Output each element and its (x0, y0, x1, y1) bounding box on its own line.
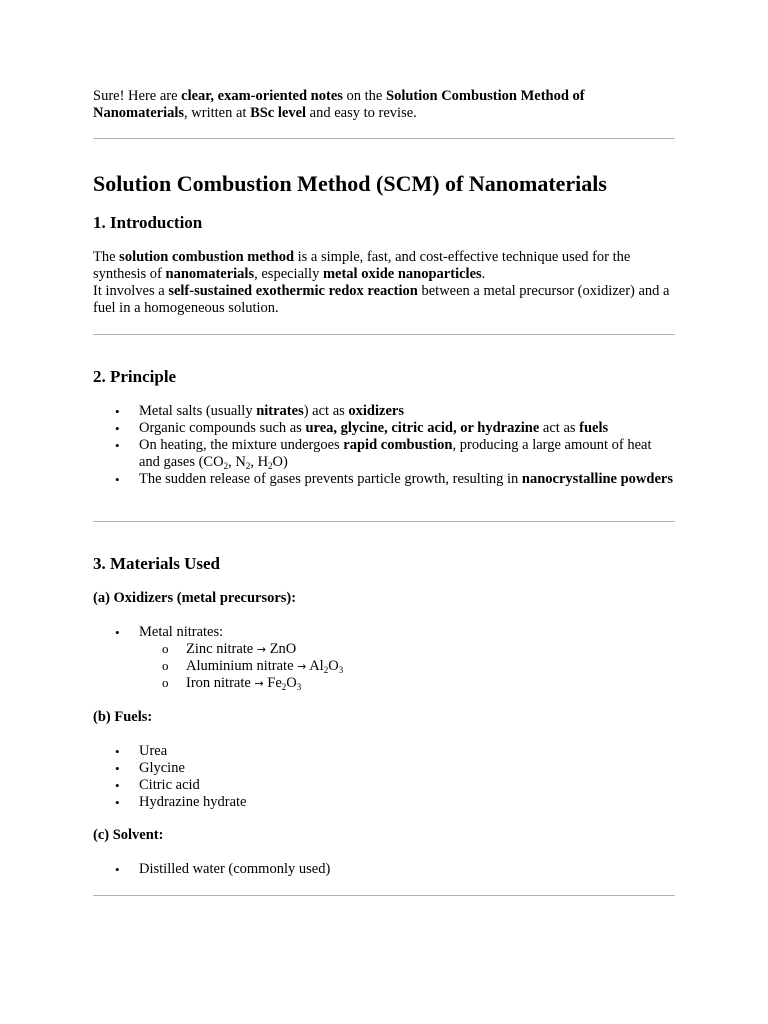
list-item (93, 420, 675, 437)
introduction-paragraph-1 (93, 249, 675, 283)
formula-part: Al (309, 658, 324, 674)
text-span: is a simple, fast, and cost-effective technique used for the synthesis of (93, 249, 631, 282)
introduction-paragraph-2 (93, 283, 675, 317)
list-item (93, 403, 675, 420)
text-span: Zinc nitrate (186, 641, 254, 657)
subscript: 2 (323, 665, 329, 675)
oxidizers-sublist (139, 641, 675, 692)
intro-text: and easy to revise. (306, 105, 417, 121)
page-title: Solution Combustion Method (SCM) of Nanomaterials (93, 171, 607, 196)
formula-part: ZnO (269, 641, 297, 657)
horizontal-rule (93, 521, 675, 522)
text-span: , especially (254, 266, 323, 282)
arrow-icon: → (254, 677, 264, 690)
bold-span: nanomaterials (165, 266, 255, 282)
text-span: O) (272, 454, 288, 470)
bold-span: oxidizers (348, 403, 404, 419)
list-item: • Urea (93, 743, 675, 760)
bold-span: metal oxide nanoparticles (322, 266, 482, 282)
solvent-list (93, 861, 675, 878)
text-span: Aluminium nitrate (186, 658, 294, 674)
intro-bold: Solution Combustion Method of Nanomaterials (93, 88, 585, 121)
fuels-list (93, 743, 675, 811)
horizontal-rule (93, 138, 675, 139)
text-span: act as (539, 420, 580, 436)
text-span: . (481, 266, 486, 282)
intro-bold: BSc level (250, 105, 307, 121)
text-span: Metal salts (usually (139, 403, 257, 419)
section-heading-introduction: 1. Introduction (93, 213, 203, 232)
horizontal-rule (93, 895, 675, 896)
intro-text: , written at (184, 105, 251, 121)
intro-paragraph (93, 88, 675, 122)
text-span: The sudden release of gases prevents particle growth, resulting in (139, 471, 522, 487)
subscript: 3 (296, 682, 302, 692)
text-span: The (93, 249, 120, 265)
sublist-item (139, 641, 675, 658)
bold-span: nitrates (256, 403, 304, 419)
subscript: 2 (268, 461, 273, 471)
bold-span: fuels (579, 420, 609, 436)
bold-span: urea, glycine, citric acid, or hydrazine (305, 420, 540, 436)
intro-bold: clear, exam-oriented notes (181, 88, 343, 104)
text-span: , producing a large amount of heat and gases (CO (139, 437, 652, 470)
bold-span: self-sustained exothermic redox reaction (168, 283, 418, 299)
section-heading-principle: 2. Principle (93, 367, 177, 386)
bold-span: solution combustion method (119, 249, 295, 265)
text-span: Organic compounds such as (139, 420, 306, 436)
text-span: On heating, the mixture undergoes (139, 437, 344, 453)
sublist-item (139, 658, 675, 675)
text-span: It involves a (93, 283, 169, 299)
subheading-fuels: (b) Fuels: (93, 709, 153, 725)
text-span: between a metal precursor (oxidizer) and a fuel in a homogeneous solution. (93, 283, 670, 316)
list-item (93, 437, 675, 471)
sublist-item (139, 675, 675, 692)
text-span: , H (250, 454, 269, 470)
bold-span: nanocrystalline powders (521, 471, 673, 487)
list-item: • Hydrazine hydrate (93, 794, 675, 811)
text-span: Iron nitrate (186, 675, 251, 691)
list-item: • Distilled water (commonly used) (93, 861, 675, 878)
list-item (93, 471, 675, 488)
subheading-oxidizers: (a) Oxidizers (metal precursors): (93, 590, 297, 606)
arrow-icon: → (297, 660, 307, 673)
subheading-solvent: (c) Solvent: (93, 827, 164, 843)
subscript: 3 (338, 665, 344, 675)
text-span: ) act as (303, 403, 349, 419)
formula-part: Fe (267, 675, 282, 691)
intro-text: Sure! Here are (93, 88, 182, 104)
subscript: 2 (223, 461, 229, 471)
subscript: 2 (245, 461, 251, 471)
text-span: , N (228, 454, 246, 470)
subscript: 2 (281, 682, 287, 692)
section-heading-materials: 3. Materials Used (93, 554, 221, 573)
list-item: • Glycine (93, 760, 675, 777)
intro-text: on the (342, 88, 386, 104)
horizontal-rule (93, 334, 675, 335)
formula-part: O (286, 675, 297, 691)
oxidizers-list (93, 624, 675, 692)
list-item: • Citric acid (93, 777, 675, 794)
list-item (93, 624, 675, 692)
text-span: Metal nitrates: (139, 624, 224, 640)
bold-span: rapid combustion (343, 437, 453, 453)
introduction-body (93, 249, 675, 317)
formula-part: O (328, 658, 339, 674)
principle-list (93, 403, 675, 488)
arrow-icon: → (256, 643, 267, 656)
